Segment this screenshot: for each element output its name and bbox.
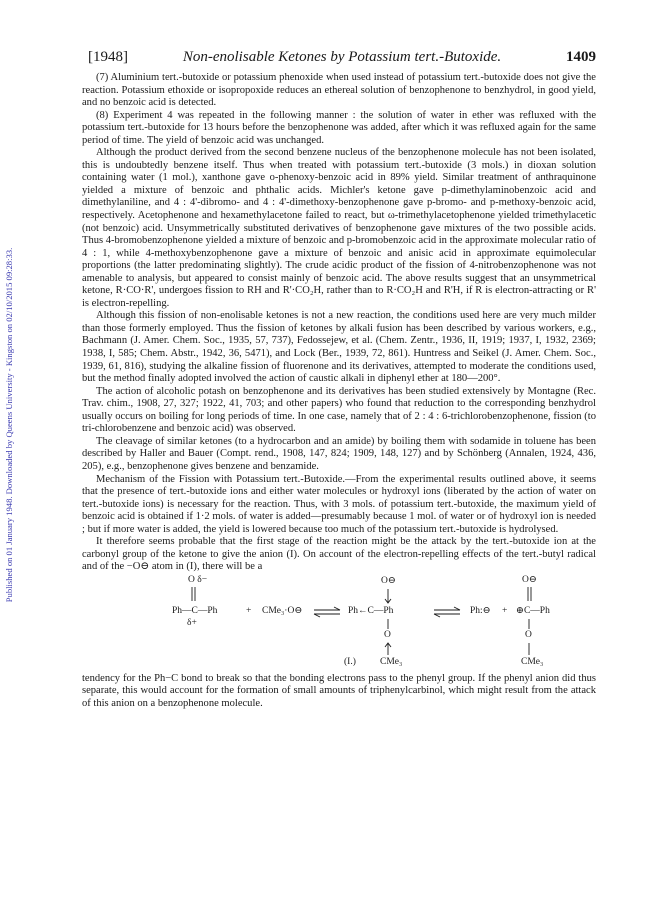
paragraph: (7) Aluminium tert.-butoxide or potassium phenoxide when used instead of potassium tert.-butoxide does not give the reaction. Potassium ethoxide or isopropoxide reduces an ethereal solution of benzophenone to benzhydrol, in good yield, and no benzoic acid is detected.	[82, 72, 596, 109]
paragraph: Although the product derived from the second benzene nucleus of the benzophenone molecule has not been isolated, this is undoubtedly benzene itself. Thus when treated with potassium tert.-butoxide (3 mols.) in dioxan solution containing water (1 mol.), xanthone gave o-phenoxy-benzoic acid in 89% yield. Similar treatment of anthraquinone yielded a mixture of benzoic and phthalic acids. Michler's ketone gave p-dimethylaminobenzoic acid and dimethylaniline, and 4 : 4'-dibromo- and 4 : 4'-dimethoxy-benzophenone gave p-bromo- and p-methoxy-benzoic acid, respectively. Acetophenone and hexamethylacetone failed to react, but ω-trimethylacetophenone yielded trimethylacetic (not benzoic) acid. Unsymmetrically substituted derivatives of benzophenone gave mixtures of the two possible acids. Thus 4-bromobenzophenone yielded a mixture of benzoic and p-bromobenzoic acid in the approximate molecular ratio of 4 : 1, while 4-methoxybenzophenone gave a mixture of benzoic and anisic acid in approximate equimolecular proportions (the latter predominating slightly). The crude acidic product of the fission of 4-nitrobenzophenone was not amenable to analysis, but appeared to consist mainly of benzoic acid. The above results suggest that an unsymmetrical ketone, R·CO·R', undergoes fission to RH and R'·CO₂H, rather than to R·CO₂H and R'H, if R is electron-attracting or R' is electron-repelling.	[82, 147, 596, 309]
scheme-phenyl-anion: Ph:⊖	[470, 605, 491, 616]
paragraph: Although this fission of non-enolisable ketones is not a new reaction, the conditions used here are very much milder than those formerly employed. Thus the fission of ketones by alkali fusion has been described by various workers, e.g., Bachmann (J. Amer. Chem. Soc., 1935, 57, 737), Fedossejew, et al. (Chem. Zentr., 1936, II, 1919; 1937, I, 1932, 2369; 1938, I, 585; Chem. Abstr., 1942, 36, 5471), and Lock (Ber., 1939, 72, 861). Huntress and Seikel (J. Amer. Chem. Soc., 1939, 61, 816), studying the alkaline fission of fluorenone and its derivatives, attempted to moderate the conditions used, but the method finally adopted involved the action of caustic alkali in diphenyl ether at 180—200°.	[82, 310, 596, 385]
scheme-o-right: O	[525, 629, 532, 640]
header-title: Non-enolisable Ketones by Potassium tert.-Butoxide.	[182, 49, 502, 65]
download-note: Published on 01 January 1948. Downloaded by Queens University - Kingston on 02/10/2015 09:28:33.	[4, 247, 14, 603]
scheme-o-minus: O⊖	[381, 575, 396, 586]
header-year: [1948]	[88, 49, 128, 65]
scheme-cme3-right: CMe₃	[521, 656, 544, 667]
scheme-delta-plus: δ+	[187, 617, 197, 628]
scheme-cme3-mid: CMe₃	[380, 656, 403, 667]
scheme-o-delta: O δ−	[188, 574, 208, 585]
closing-paragraph: tendency for the Ph−C bond to break so that the bonding electrons pass to the phenyl group. If the phenyl anion did thus separate, this would account for the formation of small amounts of triphenylcarbinol, which might result from the attack of this anion on a benzophenone molecule.	[82, 672, 596, 709]
scheme-plus-1: +	[246, 605, 252, 616]
reaction-scheme	[82, 575, 596, 671]
article-body	[82, 72, 596, 711]
scheme-anion-centre: Ph←C—Ph	[348, 605, 394, 616]
scheme-plus-2: +	[502, 605, 508, 616]
scheme-ketone: Ph—C—Ph	[172, 605, 218, 616]
paragraph: (8) Experiment 4 was repeated in the following manner : the solution of water in ether was refluxed with the potassium tert.-butoxide for 13 hours before the benzophenone was added, after which it was refluxed again for the same period of time. The yield of benzoic acid was unchanged.	[82, 109, 596, 146]
download-watermark	[2, 90, 16, 760]
paragraph: The cleavage of similar ketones (to a hydrocarbon and an amide) by boiling them with sodamide in toluene has been described by Haller and Bauer (Compt. rend., 1908, 147, 824; 1909, 148, 127) and by Schönberg (Annalen, 1924, 436, 205), e.g., benzophenone gives benzene and benzamide.	[82, 435, 596, 472]
scheme-label-I: (I.)	[344, 656, 356, 667]
scheme-carbocation: ⊕C—Ph	[516, 605, 550, 616]
page-number: 1409	[566, 49, 596, 65]
paragraph: It therefore seems probable that the first stage of the reaction might be the attack by the tert.-butoxide ion at the carbonyl group of the ketone to give the anion (I). On account of the electron-repelling effects of the tert.-butyl radical and of the −O⊖ atom in (I), there will be a	[82, 536, 596, 573]
scheme-o-minus-right: O⊖	[522, 574, 537, 585]
scheme-bonds	[82, 575, 596, 671]
paragraph: The action of alcoholic potash on benzophenone and its derivatives has been studied extensively by Montagne (Rec. Trav. chim., 1908, 27, 327; 1922, 41, 703; and other papers) who found that reduction to the corresponding benzhydrol usually occurs on boiling for long periods of time. In one case, namely that of 2 : 4 : 6-trichlorobenzophenone, fission (to tri-chlorobenzene and benzoic acid) was observed.	[82, 385, 596, 435]
running-header	[88, 49, 596, 69]
scheme-o-mid: O	[384, 629, 391, 640]
scheme-butoxide: CMe₃·O⊖	[262, 605, 303, 616]
paragraph: Mechanism of the Fission with Potassium tert.-Butoxide.—From the experimental results outlined above, it seems that the presence of tert.-butoxide ions and either water molecules or hydroxyl ions (liberated by the action of water on tert.-butoxide ions) is necessary for the reaction. Thus, with 3 mols. of potassium tert.-butoxide, the maximum yield of benzoic acid is obtained if 1·2 mols. of water is added—presumably because 1 mol. of water or of hydroxyl ion is needed ; but if more water is added, the yield is lowered because too much of the potassium tert.-butoxide is hydrolysed.	[82, 473, 596, 535]
